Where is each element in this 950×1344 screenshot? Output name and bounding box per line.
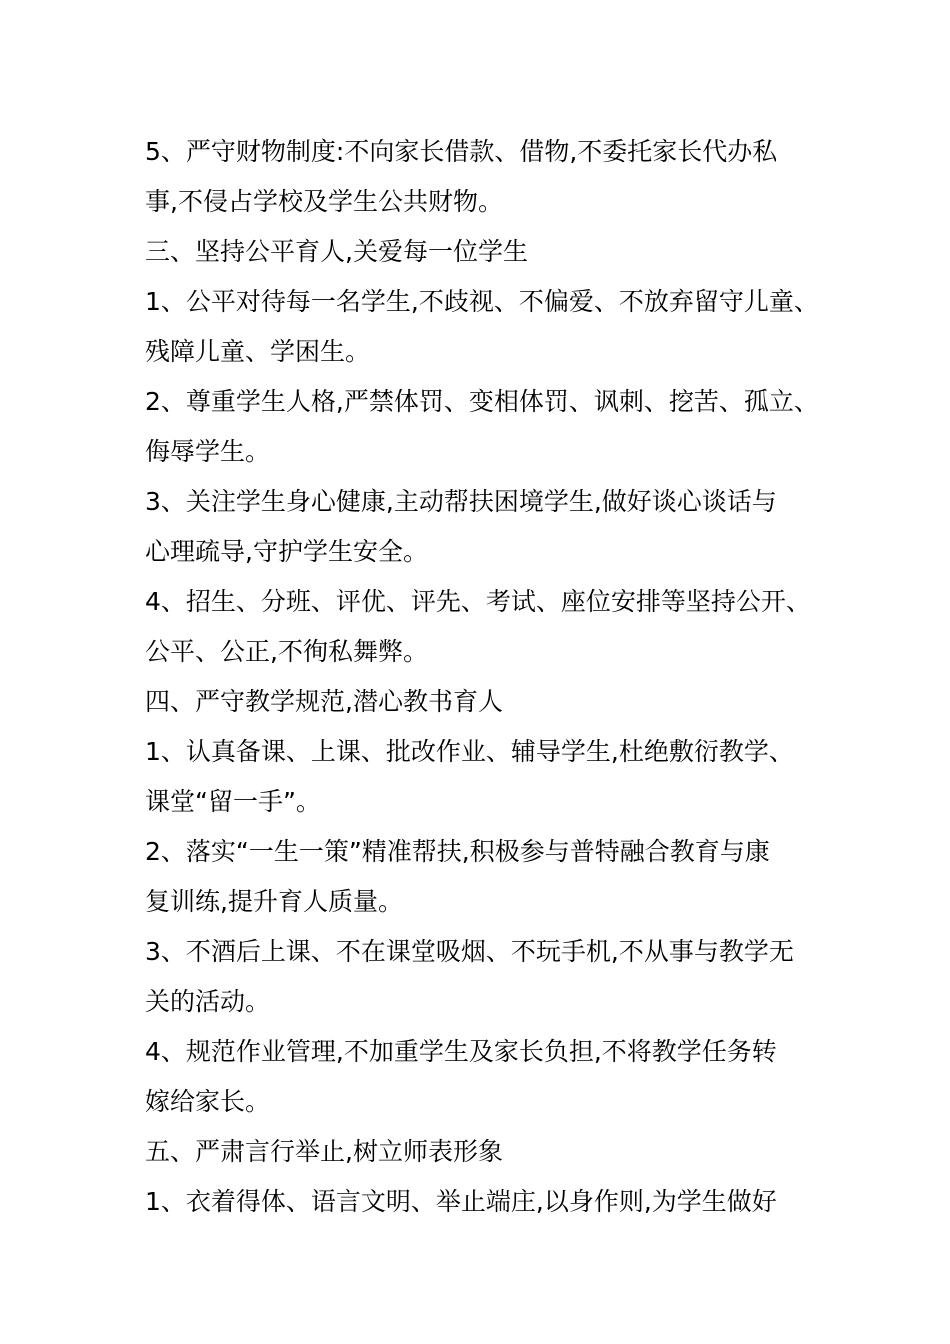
item-3-1-line-1: 1、公平对待每一名学生,不歧视、不偏爱、不放弃留守儿童、 — [145, 287, 819, 316]
item-4-3-line-1: 3、不酒后上课、不在课堂吸烟、不玩手机,不从事与教学无 — [145, 937, 794, 966]
item-4-4-line-1: 4、规范作业管理,不加重学生及家长负担,不将教学任务转 — [145, 1037, 777, 1066]
item-3-3-line-1: 3、关注学生身心健康,主动帮扶困境学生,做好谈心谈话与 — [145, 487, 777, 516]
item-5-1-line-1: 1、衣着得体、语言文明、举止端庄,以身作则,为学生做好 — [145, 1187, 777, 1216]
item-4-1-line-1: 1、认真备课、上课、批改作业、辅导学生,杜绝敷衍教学、 — [145, 737, 794, 766]
item-4-2-line-2: 复训练,提升育人质量。 — [145, 887, 403, 916]
item-4-2-line-1: 2、落实“一生一策”精准帮扶,积极参与普特融合教育与康 — [145, 837, 770, 866]
item-4-4-line-2: 嫁给家长。 — [145, 1087, 271, 1116]
item-3-1-line-2: 残障儿童、学困生。 — [145, 337, 371, 366]
section-3-heading: 三、坚持公平育人,关爱每一位学生 — [145, 237, 528, 266]
item-5-line-2: 事,不侵占学校及学生公共财物。 — [145, 187, 503, 216]
section-5-heading: 五、严肃言行举止,树立师表形象 — [145, 1137, 503, 1166]
item-3-2-line-2: 侮辱学生。 — [145, 437, 271, 466]
item-3-4-line-1: 4、招生、分班、评优、评先、考试、座位安排等坚持公开、 — [145, 587, 811, 616]
item-3-3-line-2: 心理疏导,守护学生安全。 — [145, 537, 428, 566]
section-4-heading: 四、严守教学规范,潜心教书育人 — [145, 687, 503, 716]
item-4-1-line-2: 课堂“留一手”。 — [145, 787, 321, 816]
document-body — [145, 127, 835, 1227]
item-4-3-line-2: 关的活动。 — [145, 987, 271, 1016]
item-3-2-line-1: 2、尊重学生人格,严禁体罚、变相体罚、讽刺、挖苦、孤立、 — [145, 387, 819, 416]
item-5-line-1: 5、严守财物制度:不向家长借款、借物,不委托家长代办私 — [145, 137, 778, 166]
item-3-4-line-2: 公平、公正,不徇私舞弊。 — [145, 637, 428, 666]
